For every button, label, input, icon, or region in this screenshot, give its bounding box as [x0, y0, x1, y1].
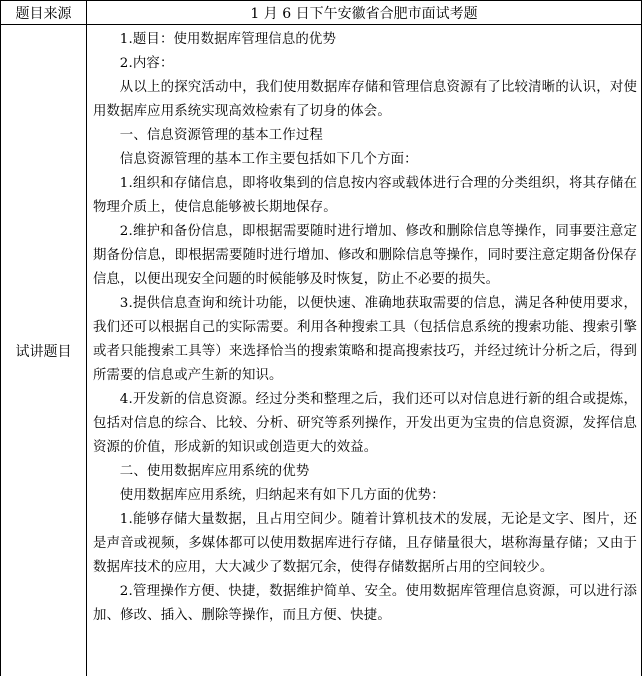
intro-paragraph: 从以上的探究活动中，我们使用数据库存储和管理信息资源有了比较清晰的认识，对使用数据库应用系统实现高效检索有了切身的体会。: [93, 80, 637, 119]
source-row: [1, 1, 641, 25]
section-1-item-3: 3.提供信息查询和统计功能，以便快速、准确地获取需要的信息，满足各种使用要求，我们还可以根据自己的实际需要。利用各种搜索工具（包括信息系统的搜索功能、搜索引擎或者只能搜索工具等）来选择恰当的搜索策略和提高搜索技巧，并经过统计分析之后，得到所需要的信息或产生新的知识。: [93, 296, 637, 383]
section-1-item-1: 1.组织和存储信息，即将收集到的信息按内容或载体进行合理的分类组织，将其存储在物理介质上，使信息能够被长期地保存。: [93, 176, 637, 215]
topic-title-line: 1.题目：使用数据库管理信息的优势: [119, 32, 336, 47]
source-value: 1 月 6 日下午安徽省合肥市面试考题: [250, 5, 478, 22]
section-2-item-1: 1.能够存储大量数据，且占用空间少。随着计算机技术的发展，无论是文字、图片，还是声音或视频，多媒体都可以使用数据库进行存储，且存储量很大，堪称海量存储；又由于数据库技术的应用，大大减少了数据冗余，使得存储数据所占用的空间较少。: [93, 512, 637, 575]
section-2-item-2: 2.管理操作方便、快捷，数据维护简单、安全。使用数据库管理信息资源，可以进行添加、修改、插入、删除等操作，而且方便、快捷。: [93, 584, 637, 623]
section-heading-1: 一、信息资源管理的基本工作过程: [119, 128, 323, 143]
section-1-item-2: 2.维护和备份信息，即根据需要随时进行增加、修改和删除信息等操作，同事要注意定期备份信息，即根据需要随时进行增加、修改和删除信息等操作，同时要注意定期备份保存信息，以便出现安全问题的时候能够及时恢复，防止不必要的损失。: [93, 224, 637, 287]
content-heading: 2.内容：: [119, 56, 174, 71]
topic-content: [87, 25, 641, 676]
section-1-item-4: 4.开发新的信息资源。经过分类和整理之后，我们还可以对信息进行新的组合或提炼，包括对信息的综合、比较、分析、研究等系列操作，开发出更为宝贵的信息资源，发挥信息资源的价值，形成新的知识或创造更大的效益。: [93, 392, 637, 455]
topic-row: [1, 25, 641, 676]
section-heading-2: 二、使用数据库应用系统的优势: [119, 464, 310, 479]
topic-label: 试讲题目: [1, 25, 87, 676]
section-intro-2: 使用数据库应用系统，归纳起来有如下几方面的优势：: [119, 488, 445, 503]
source-label: 题目来源: [1, 1, 87, 24]
section-intro-1: 信息资源管理的基本工作主要包括如下几个方面：: [119, 152, 418, 167]
